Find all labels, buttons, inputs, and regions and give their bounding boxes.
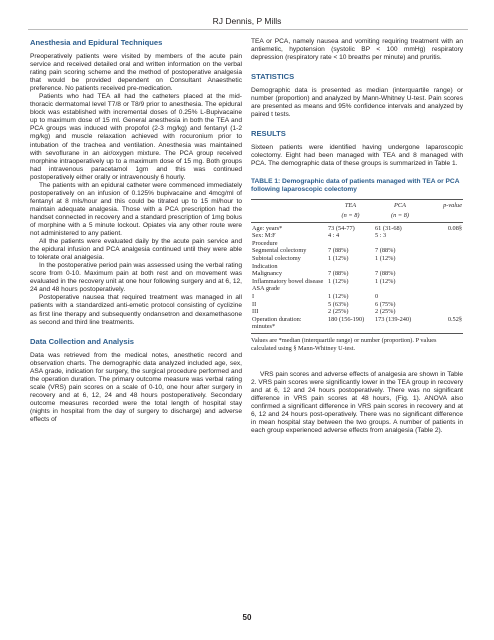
paragraph: Preoperatively patients were visited by members of the acute pain service and received detailed oral and written information on the verbal rating pain scoring scheme and the method of postoperative analgesia that would be provided dependent on Consultant Anaesthetic preference. No patients received pre-medication. — [30, 53, 242, 93]
cell-p-value — [426, 301, 463, 309]
row-label: Segmental colectomy — [252, 247, 307, 255]
table-body — [251, 222, 463, 333]
cell-pca: 173 (139-240) — [375, 315, 412, 323]
table-row — [251, 316, 463, 333]
paragraph: Sixteen patients were identified having undergone laparoscopic colectomy. Eight had been managed with TEA and 8 managed with PCA. The demographic data of these groups is summarized in Table 1. — [251, 144, 463, 168]
cell-p-value — [426, 247, 463, 255]
paragraph: Data was retrieved from the medical notes, anesthetic record and observation charts. The demographic data analyzed included age, sex, ASA grade, indication for surgery, the surgical procedure performed and the operation duration. The primary outcome measure was verbal rating scale (VRS) pain scores on a scale of 0-10, one hour after surgery in recovery and at 6, 12, 24 and 48 hours postoperatively. Secondary outcome measures recorded were the total length of hospital stay (nights in hospital from the day of surgery to discharge) and adverse effects of — [30, 351, 242, 423]
column-subheader-tea: (n = 8) — [341, 212, 360, 220]
row-label: Indication — [252, 262, 278, 270]
table-row — [251, 270, 463, 278]
column-subheader-p — [426, 212, 463, 222]
cell-tea — [327, 263, 374, 271]
cell-pca: 7 (88%) — [375, 247, 396, 255]
paragraph: Patients who had TEA all had the catheters placed at the mid-thoracic dermatomal level T7/8 or T8/9 prior to anesthesia. The epidural block was established with incremental doses of 0.25% L-Bupivacaine up to maximum dose of 15 ml. General anesthesia in both the TEA and PCA groups was induced with propofol (2-3 mg/kg) and fentanyl (1-2 mg/kg) and muscle relaxation achieved with rocuronium prior to intubation of the trachea and ventilation. Anesthesia was maintained with sevoflurane in an air/oxygen mixture. The PCA group received morphine intraoperatively up to a maximum dose of 15 mg. Both groups had intravenous paracetamol 1gm and this was continued postoperatively either orally or intravenously 6 hourly. — [30, 93, 242, 181]
cell-tea: 73 (54-77) — [327, 222, 374, 232]
row-label: Malignancy — [252, 270, 283, 278]
table-1 — [251, 199, 463, 334]
paragraph: Postoperative nausea that required treatment was managed in all patients with a standardized anti-emetic protocol consisting of cyclizine as first line therapy and subsequently ondansetron and dexamethasone as second and third line treatments. — [30, 294, 242, 326]
demographics-table — [251, 200, 463, 333]
column-subheader — [251, 212, 327, 222]
table-row — [251, 293, 463, 301]
heading-anesthesia: Anesthesia and Epidural Techniques — [30, 38, 163, 47]
column-subheader-pca: (n = 8) — [391, 212, 409, 220]
cell-p-value — [426, 285, 463, 293]
cell-tea: 4 : 4 — [328, 232, 340, 240]
cell-tea — [327, 285, 374, 293]
cell-p-value — [426, 263, 463, 271]
left-column — [30, 38, 242, 424]
table-footnote: Values are *median (interquartile range) or number (proportion). P values calculated using § Mann-Whitney U-test. — [251, 336, 437, 352]
cell-p-value — [426, 293, 463, 301]
cell-pca: 5 : 3 — [375, 232, 387, 240]
cell-p-value: 0.08§ — [426, 222, 463, 232]
cell-pca — [374, 263, 426, 271]
table-row — [251, 278, 463, 286]
cell-pca — [374, 285, 426, 293]
cell-pca: 1 (12%) — [375, 255, 396, 263]
column-header — [251, 200, 327, 212]
paragraph: Demographic data is presented as median (interquartile range) or number (proportion) and analyzed by Mann-Whitney U-test. Pain scores are presented as means and 95% confidence intervals and analyzed by paired t tests. — [251, 87, 463, 119]
heading-data-collection: Data Collection and Analysis — [30, 336, 134, 346]
heading-statistics: STATISTICS — [251, 72, 295, 82]
paragraph: TEA or PCA, namely nausea and vomiting requiring treatment with an antiemetic, hypotension (systolic BP < 100 mmHg) respiratory depression (respiratory rate < 10 breaths per minute) and pruritis. — [251, 38, 463, 62]
table-header-row — [251, 200, 463, 212]
table-row — [251, 222, 463, 232]
table-subheader-row — [251, 212, 463, 222]
cell-pca: 7 (88%) — [375, 270, 396, 278]
row-label: ASA grade — [252, 285, 280, 293]
paragraph: In the postoperative period pain was assessed using the verbal rating score from 0-10. Maximum pain at both rest and on movement was evaluated in the recovery unit at one hour following surgery and at 6, 12, 24 and 48 hours postoperatively. — [30, 262, 242, 294]
row-label: I — [252, 293, 255, 300]
paragraph: All the patients were evaluated daily by the acute pain service and the epidural infusion and PCA analgesia continued until they were able to tolerate oral analgesia. — [30, 238, 242, 262]
heading-results: RESULTS — [251, 129, 286, 139]
cell-p-value — [426, 278, 463, 286]
cell-p-value: 0.52§ — [447, 315, 462, 323]
row-label: Sex: M:F — [252, 232, 276, 240]
row-label: Inflammatory bowel disease — [252, 277, 324, 285]
cell-tea — [327, 240, 374, 248]
table-row — [251, 308, 463, 316]
cell-p-value — [426, 308, 463, 316]
table-row — [251, 285, 463, 293]
table-row — [251, 263, 463, 271]
cell-pca — [374, 240, 426, 248]
cell-pca: 2 (25%) — [375, 308, 396, 316]
column-header-tea: TEA — [344, 202, 357, 210]
cell-tea: 7 (88%) — [328, 247, 349, 255]
table-row — [251, 232, 463, 240]
row-label: Operation duration: minutes* — [252, 315, 302, 331]
cell-p-value — [426, 240, 463, 248]
cell-p-value — [426, 255, 463, 263]
table-caption: TABLE 1: Demographic data of patients managed with TEA or PCA following laparoscopic colectomy — [251, 178, 460, 194]
cell-pca: 6 (75%) — [375, 300, 396, 308]
header-rule — [28, 29, 468, 30]
row-label: Procedure — [252, 239, 278, 247]
page-number: 50 — [242, 613, 252, 622]
cell-pca: 0 — [375, 293, 379, 300]
cell-tea: 1 (12%) — [328, 277, 349, 285]
running-header: RJ Dennis, P Mills — [212, 16, 282, 26]
cell-p-value — [426, 270, 463, 278]
table-row — [251, 247, 463, 255]
cell-pca: 1 (12%) — [375, 277, 396, 285]
row-label: Subtotal colectomy — [252, 255, 301, 263]
cell-tea: 7 (88%) — [328, 270, 349, 278]
table-row — [251, 255, 463, 263]
paragraph: The patients with an epidural catheter were commenced immediately postoperatively on an infusion of 0.125% bupivacaine and 4mcg/ml of fentanyl at 8 mls/hour and this could be titrated up to 15 ml/hour to maintain adequate analgesia. Those with a PCA prescription had the handset connected in recovery and a standard prescription of 1mg bolus of morphine with a 5 minute lockout. Opiates via any other route were not administered to any patient. — [30, 181, 242, 238]
row-label: II — [252, 300, 257, 308]
row-label: III — [252, 308, 259, 316]
cell-tea: 5 (63%) — [328, 300, 349, 308]
row-label: Age: years* — [251, 222, 327, 232]
paragraph: VRS pain scores and adverse effects of analgesia are shown in Table 2. VRS pain scores were significantly lower in the TEA group in recovery and at 6, 12 and 24 hours postoperatively. There was no significant difference in VRS pain scores at 48 hours, (Fig. 1). ANOVA also confirmed a significant difference in VRS pain scores in recovery and at 6, 12 and 24 hours post-operatively. There was no significant difference in mean hospital stay between the two groups. A number of patients in each group experienced adverse effects from analgesia (Table 2). — [251, 370, 463, 434]
table-row — [251, 240, 463, 248]
cell-tea: 180 (156-190) — [328, 315, 365, 323]
cell-tea: 2 (25%) — [328, 308, 349, 316]
table-row — [251, 301, 463, 309]
cell-p-value — [426, 232, 463, 240]
cell-tea: 1 (12%) — [328, 255, 349, 263]
cell-pca: 61 (31-68) — [374, 222, 426, 232]
right-column — [251, 38, 463, 435]
column-header-p-value: p-value — [443, 202, 462, 210]
cell-tea: 1 (12%) — [328, 293, 349, 300]
column-header-pca: PCA — [394, 202, 406, 210]
